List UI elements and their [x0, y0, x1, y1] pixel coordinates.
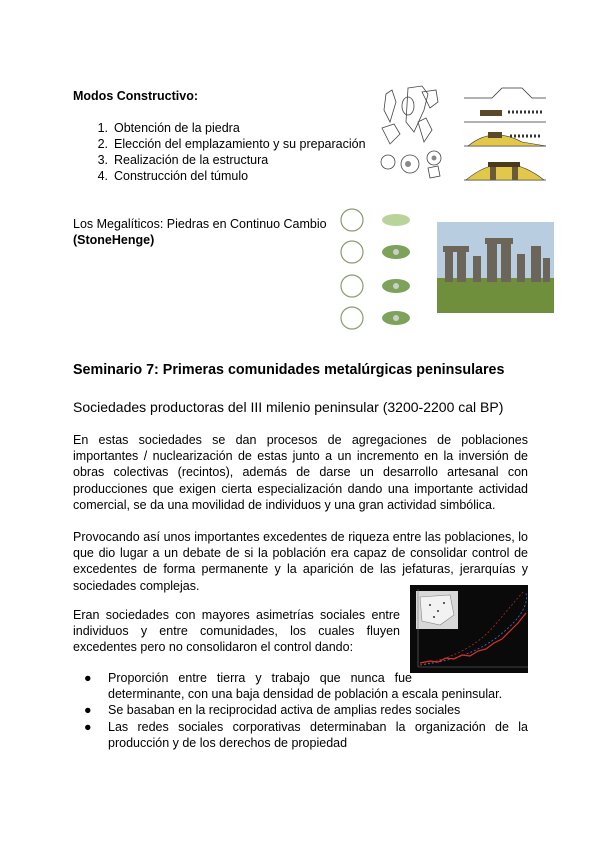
- list-item: 3. Realización de la estructura: [97, 153, 269, 167]
- construction-diagram-figure: [462, 82, 548, 192]
- seminario-subheading: Sociedades productoras del III milenio peninsular (3200-2200 cal BP): [73, 399, 504, 415]
- list-item: ● Las redes sociales corporativas determinaban la organización de la producción y de los derechos de propiedad: [84, 719, 528, 750]
- list-item: 2. Elección del emplazamiento y su preparación: [97, 137, 366, 151]
- list-item: ● Se basaban en la reciprocidad activa de amplias redes sociales: [84, 703, 461, 718]
- stonehenge-phases-figure: [334, 206, 424, 330]
- list-item: 4. Construcción del túmulo: [97, 169, 249, 183]
- megaliticos-line2: (StoneHenge): [73, 233, 155, 247]
- steps-list: [90, 120, 366, 184]
- population-chart-figure: [410, 585, 528, 673]
- list-item: ● Proporción entre tierra y trabajo que nunca fue determinante, con una baja densidad de población a escala peninsular.: [84, 671, 503, 702]
- paragraph-3: Eran sociedades con mayores asimetrías sociales entre individuos y entre comunidades, los cuales fluyen excedentes pero no consolidaron el control dando:: [73, 608, 400, 655]
- seminario-heading: Seminario 7: Primeras comunidades metalúrgicas peninsulares: [73, 362, 505, 378]
- paragraph-1: En estas sociedades se dan procesos de agregaciones de poblaciones importantes / nuclearización de estas junto a un incremento en la inversión de obras colectivas (recintos), además de darse un desarrollo artesanal con producciones que exigen cierta especialización dando una importante actividad comercial, se da una movilidad de individuos y una gran actividad simbólica.: [73, 433, 528, 512]
- paragraph-2: Provocando así unos importantes excedentes de riqueza entre las poblaciones, lo que dio lugar a un debate de si la población era capaz de consolidar control de excedentes de forma permanente y la aparición de las jefaturas, jerarquías y sociedades complejas.: [73, 530, 528, 593]
- list-item: 1. Obtención de la piedra: [97, 121, 240, 135]
- megaliticos-line1: Los Megalíticos: Piedras en Continuo Cambio: [73, 217, 327, 231]
- modos-title: Modos Constructivo:: [73, 89, 198, 103]
- bullet-list: [84, 670, 528, 751]
- artifact-drawings-figure: [378, 82, 458, 184]
- stonehenge-photo: [437, 222, 554, 313]
